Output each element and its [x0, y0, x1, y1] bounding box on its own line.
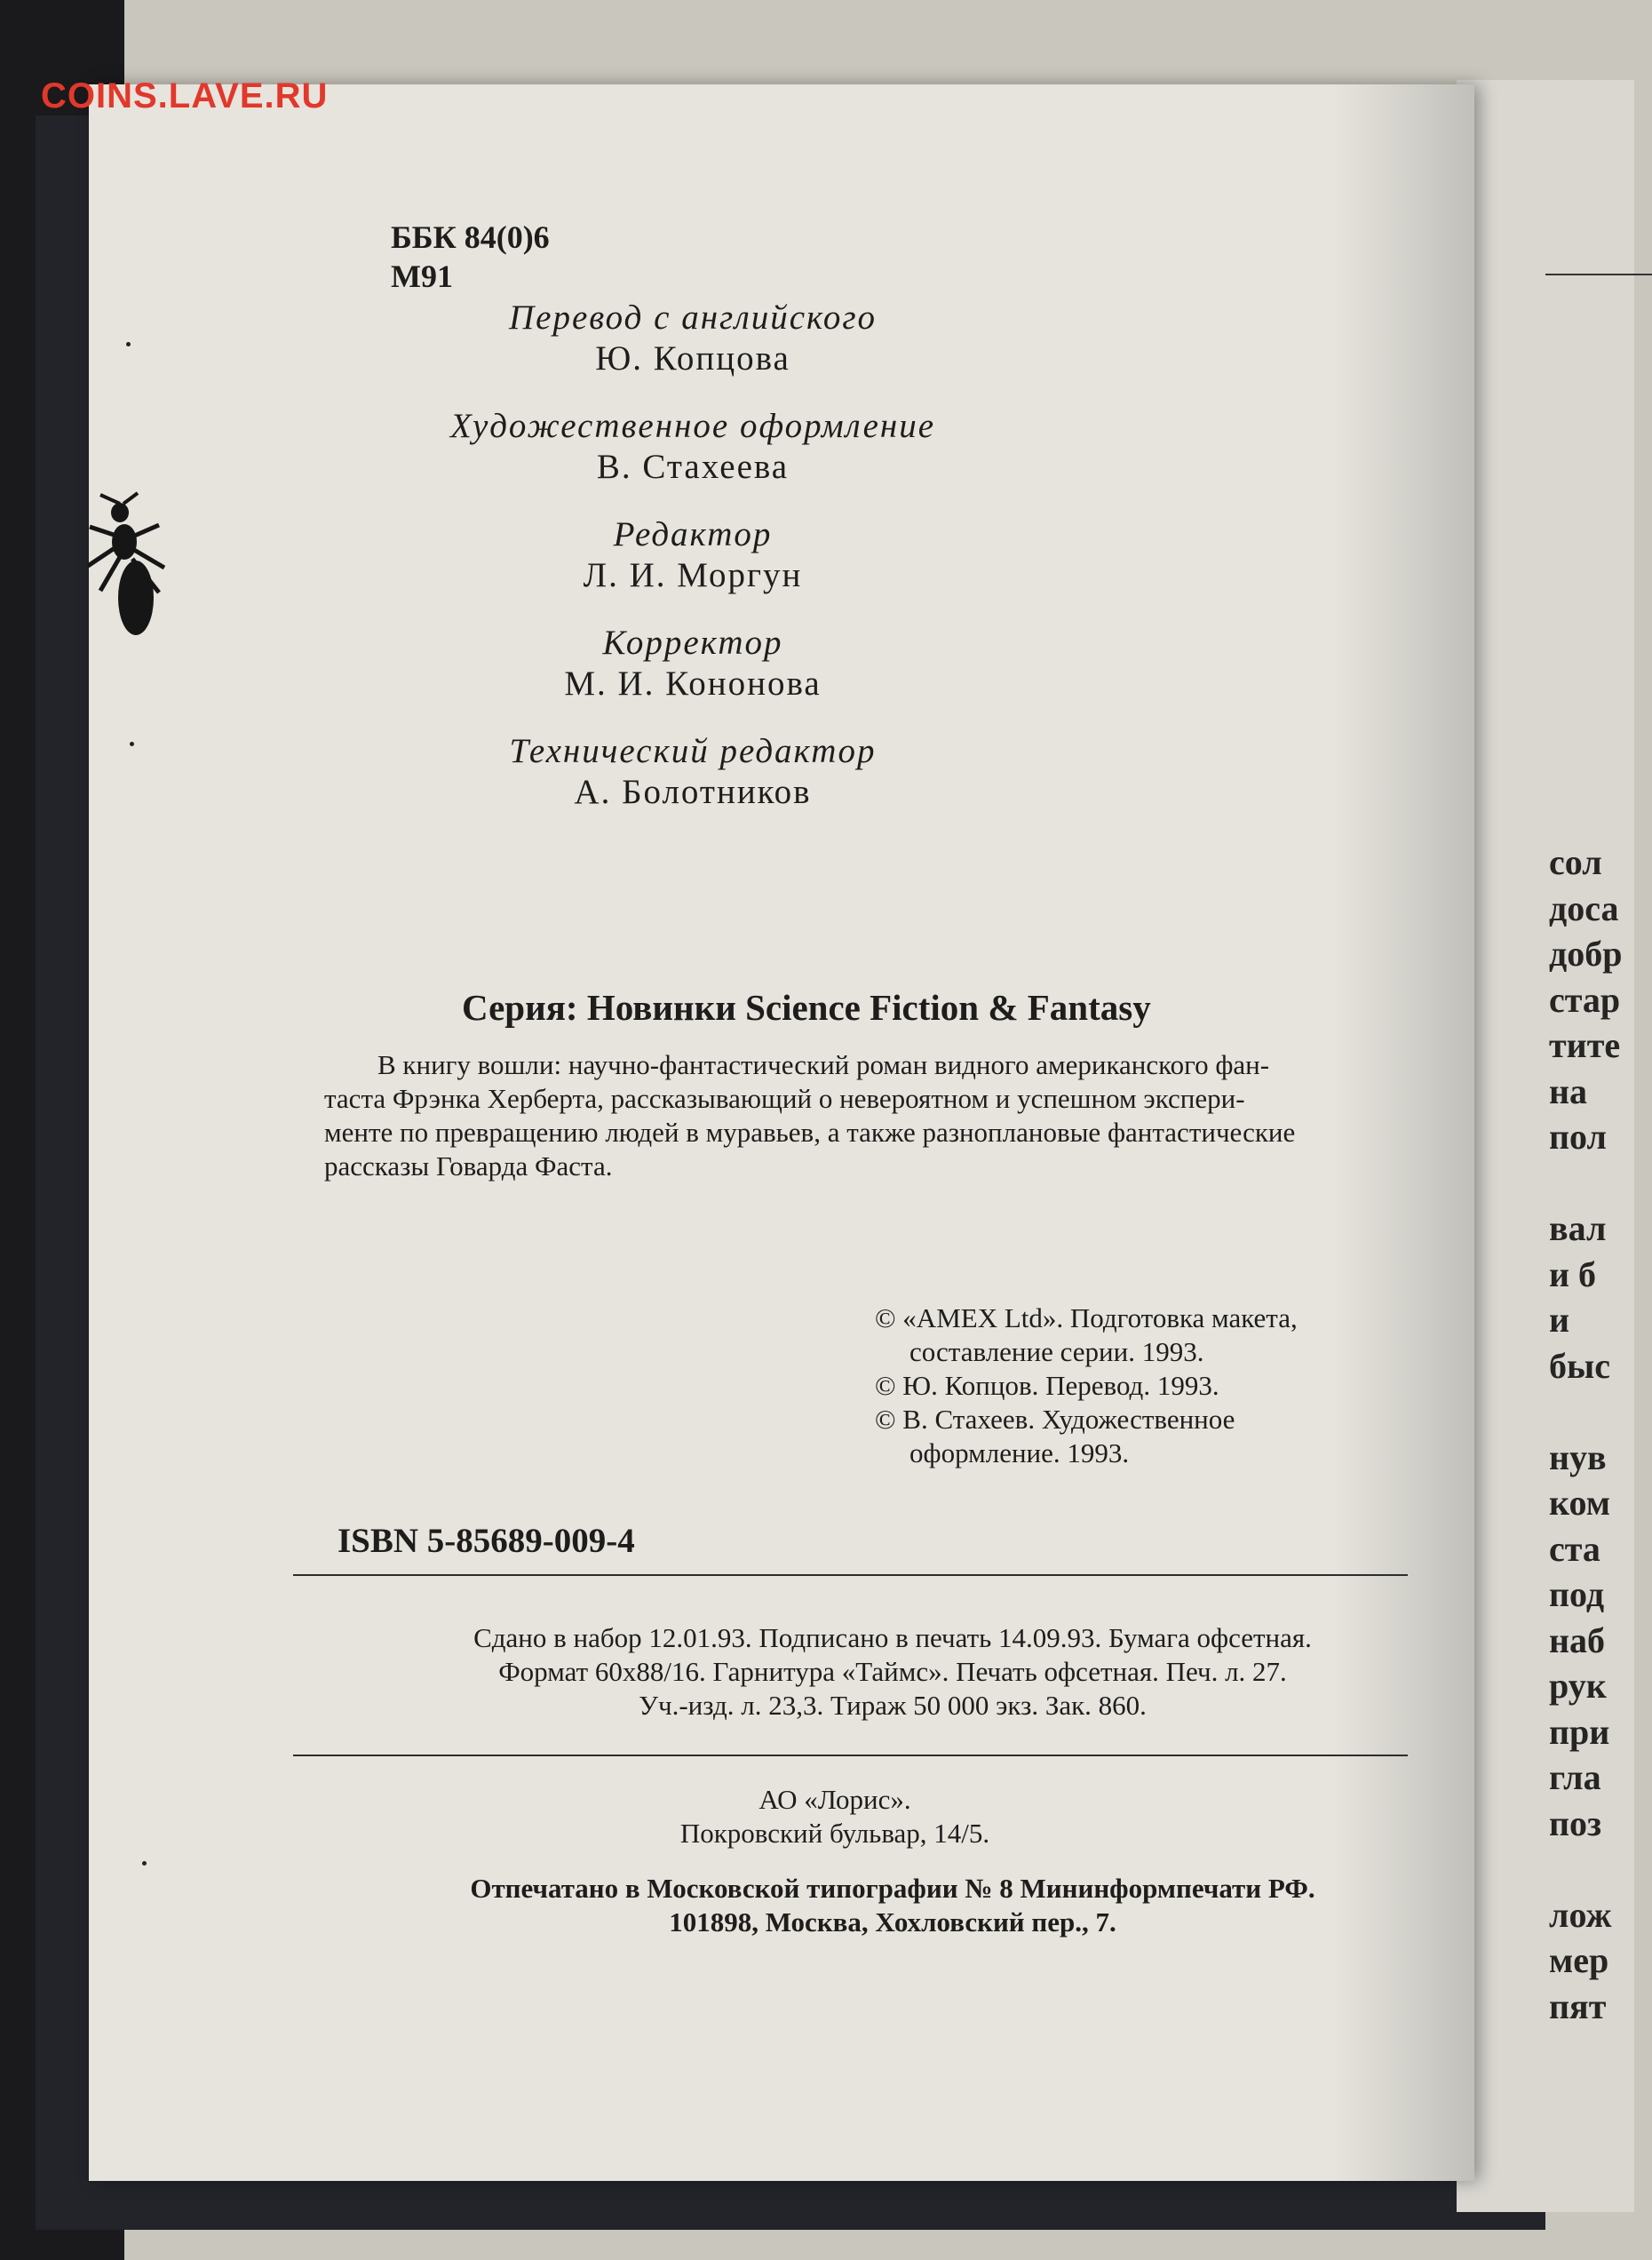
- copyright-line: © «AMEX Ltd». Подготовка макета,: [875, 1302, 1298, 1333]
- facing-line: и б: [1549, 1253, 1597, 1294]
- facing-line: под: [1549, 1574, 1605, 1614]
- facing-line: мер: [1549, 1940, 1609, 1980]
- facing-line: рук: [1549, 1666, 1607, 1706]
- facing-line: добр: [1549, 934, 1623, 974]
- credit-role: Редактор: [613, 515, 773, 553]
- facing-line: гла: [1549, 1757, 1601, 1797]
- credits-block: [311, 298, 1075, 840]
- credit-role: Корректор: [602, 624, 783, 662]
- publisher-block: [320, 1783, 1350, 1850]
- imprint-line: Уч.-изд. л. 23,3. Тираж 50 000 экз. Зак. 860.: [639, 1690, 1147, 1721]
- credit-role: Технический редактор: [509, 732, 877, 770]
- credit-name: А. Болотников: [574, 773, 812, 811]
- facing-line: нув: [1549, 1436, 1607, 1477]
- publisher-address: Покровский бульвар, 14/5.: [679, 1818, 990, 1849]
- ink-speck: [126, 342, 131, 346]
- isbn: ISBN 5-85689-009-4: [338, 1522, 635, 1560]
- publisher-name: АО «Лорис».: [758, 1784, 911, 1815]
- facing-line: при: [1549, 1711, 1610, 1752]
- credit-name: М. И. Кононова: [564, 664, 822, 703]
- facing-line: быс: [1549, 1345, 1610, 1386]
- facing-line: и: [1549, 1300, 1570, 1340]
- facing-line: ком: [1549, 1483, 1611, 1523]
- credit-name: В. Стахеева: [596, 448, 790, 486]
- imprint-line: Формат 60х88/16. Гарнитура «Таймс». Печать офсетная. Печ. л. 27.: [498, 1656, 1287, 1687]
- copyright-block: [875, 1301, 1497, 1470]
- imprint-details: [284, 1621, 1501, 1723]
- printer-line: 101898, Москва, Хохловский пер., 7.: [669, 1906, 1116, 1938]
- copyright-line: © Ю. Копцов. Перевод. 1993.: [875, 1370, 1219, 1401]
- annotation-line: В книгу вошли: научно-фантастический роман видного американского фан-: [377, 1049, 1270, 1080]
- facing-line: [1549, 1389, 1620, 1435]
- facing-line: пят: [1549, 1985, 1607, 2026]
- printer-line: Отпечатано в Московской типографии № 8 Мининформпечати РФ.: [470, 1873, 1315, 1904]
- facing-line: стар: [1549, 979, 1621, 1020]
- facing-page-rule: [1545, 274, 1652, 275]
- annotation-line: рассказы Говарда Фаста.: [324, 1150, 613, 1182]
- facing-line: [1549, 1846, 1620, 1892]
- facing-line: пол: [1549, 1117, 1607, 1157]
- facing-page-text: [1549, 840, 1623, 2029]
- copyright-line: оформление. 1993.: [909, 1437, 1130, 1468]
- divider-bottom: [293, 1755, 1408, 1756]
- annotation-line: таста Фрэнка Херберта, рассказывающий о невероятном и успешном экспери-: [324, 1083, 1245, 1114]
- printer-block: [284, 1872, 1501, 1939]
- credit-name: Л. И. Моргун: [583, 556, 803, 594]
- series-title: Серия: Новинки Science Fiction & Fantasy: [462, 987, 1151, 1028]
- imprint-line: Сдано в набор 12.01.93. Подписано в печать 14.09.93. Бумага офсетная.: [473, 1622, 1312, 1653]
- credit-name: Ю. Копцова: [595, 339, 790, 378]
- watermark: COINS.LAVE.RU: [41, 76, 329, 115]
- facing-line: на: [1549, 1070, 1588, 1111]
- ant-stamp-icon: [84, 493, 173, 644]
- divider-top: [293, 1574, 1408, 1576]
- facing-line: ста: [1549, 1528, 1600, 1569]
- imprint-page: [89, 84, 1474, 2181]
- facing-line: доса: [1549, 887, 1619, 928]
- credit-role: Художественное оформление: [449, 407, 936, 445]
- facing-line: сол: [1549, 842, 1602, 882]
- copyright-line: © В. Стахеев. Художественное: [875, 1404, 1235, 1435]
- facing-line: наб: [1549, 1619, 1606, 1660]
- author-mark: М91: [391, 259, 453, 294]
- facing-line: [1549, 1160, 1620, 1206]
- facing-line: поз: [1549, 1802, 1602, 1843]
- ink-speck: [142, 1861, 147, 1866]
- credit-role: Перевод с английского: [508, 298, 878, 337]
- bbk-code: ББК 84(0)6: [391, 219, 550, 255]
- facing-line: вал: [1549, 1208, 1607, 1248]
- ink-speck: [130, 742, 134, 746]
- copyright-line: составление серии. 1993.: [909, 1336, 1204, 1367]
- annotation-line: менте по превращению людей в муравьев, а также разноплановые фантастические: [324, 1117, 1296, 1148]
- facing-line: лож: [1549, 1894, 1612, 1935]
- facing-line: тите: [1549, 1025, 1621, 1065]
- annotation-paragraph: [324, 1048, 1470, 1183]
